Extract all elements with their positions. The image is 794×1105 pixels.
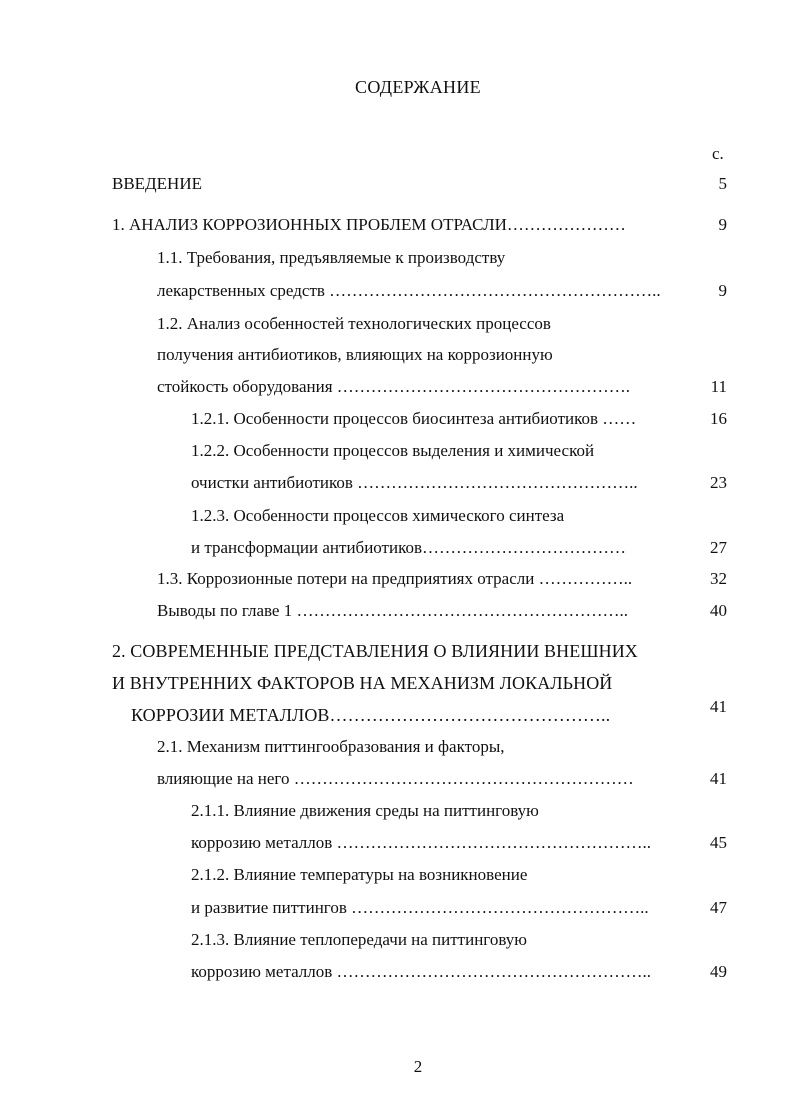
toc-entry-chapter-2-line-1: 2. СОВРЕМЕННЫЕ ПРЕДСТАВЛЕНИЯ О ВЛИЯНИИ ВНЕШНИХ [112, 641, 638, 661]
toc-entry-1-2-line-1: 1.2. Анализ особенностей технологических процессов [157, 314, 551, 333]
toc-entry-1-2-line-3: стойкость оборудования ……………………………………………. [157, 377, 631, 396]
toc-page-chapter-2: 41 [710, 697, 727, 716]
toc-entry-1-3: 1.3. Коррозионные потери на предприятиях отрасли …………….. [157, 569, 633, 588]
toc-entry-2-1-3-line-1: 2.1.3. Влияние теплопередачи на питтинговую [191, 930, 527, 949]
toc-entry-chapter-1: 1. АНАЛИЗ КОРРОЗИОННЫХ ПРОБЛЕМ ОТРАСЛИ………………… [112, 215, 626, 234]
toc-entry-1-2-3-line-1: 1.2.3. Особенности процессов химического синтеза [191, 506, 565, 525]
toc-entry-2-1-3-line-2: коррозию металлов ……………………………………………….. [191, 962, 652, 981]
toc-entry-chapter-2-line-2: И ВНУТРЕННИХ ФАКТОРОВ НА МЕХАНИЗМ ЛОКАЛЬНОЙ [112, 673, 613, 693]
toc-page-1-2-3: 27 [710, 538, 727, 557]
toc-entry-1-2-3-line-2: и трансформации антибиотиков……………………………… [191, 538, 627, 557]
toc-page-1-2-2: 23 [710, 473, 727, 492]
toc-page-1-1: 9 [718, 281, 727, 300]
toc-entry-1-2-2-line-1: 1.2.2. Особенности процессов выделения и химической [191, 441, 595, 460]
toc-entry-2-1-1-line-1: 2.1.1. Влияние движения среды на питтинговую [191, 801, 539, 820]
toc-entry-2-1-1-line-2: коррозию металлов ……………………………………………….. [191, 833, 652, 852]
toc-page-2-1-2: 47 [710, 898, 727, 917]
toc-page-2-1: 41 [710, 769, 727, 788]
toc-page-2-1-3: 49 [710, 962, 727, 981]
toc-entry-1-1-line-1: 1.1. Требования, предъявляемые к производству [157, 248, 506, 267]
page-number: 2 [413, 1057, 423, 1076]
toc-entry-1-2-1: 1.2.1. Особенности процессов биосинтеза антибиотиков …… [191, 409, 637, 428]
toc-entry-1-2-2-line-2: очистки антибиотиков ………………………………………….. [191, 473, 638, 492]
toc-page-1-2: 11 [710, 377, 727, 396]
page-column-label: с. [712, 144, 724, 163]
toc-page-1-2-1: 16 [710, 409, 727, 428]
toc-page-chapter-1: 9 [718, 215, 727, 234]
toc-entry-introduction: ВВЕДЕНИЕ [112, 174, 202, 193]
toc-page-conclusions-1: 40 [710, 601, 727, 620]
toc-entry-2-1-2-line-2: и развитие питтингов …………………………………………….. [191, 898, 649, 917]
toc-page-2-1-1: 45 [710, 833, 727, 852]
toc-page-1-3: 32 [710, 569, 727, 588]
toc-entry-2-1-line-2: влияющие на него …………………………………………………… [157, 769, 634, 788]
page-title: СОДЕРЖАНИЕ [355, 77, 481, 97]
toc-entry-2-1-2-line-1: 2.1.2. Влияние температуры на возникновение [191, 865, 528, 884]
toc-entry-2-1-line-1: 2.1. Механизм питтингообразования и факторы, [157, 737, 505, 756]
toc-entry-1-2-line-2: получения антибиотиков, влияющих на коррозионную [157, 345, 553, 364]
toc-entry-conclusions-1: Выводы по главе 1 ………………………………………………….. [157, 601, 628, 620]
toc-page-introduction: 5 [718, 174, 727, 193]
toc-entry-1-1-line-2: лекарственных средств ………………………………………………….. [157, 281, 661, 300]
toc-entry-chapter-2-line-3: КОРРОЗИИ МЕТАЛЛОВ……………………………………….. [131, 705, 611, 725]
